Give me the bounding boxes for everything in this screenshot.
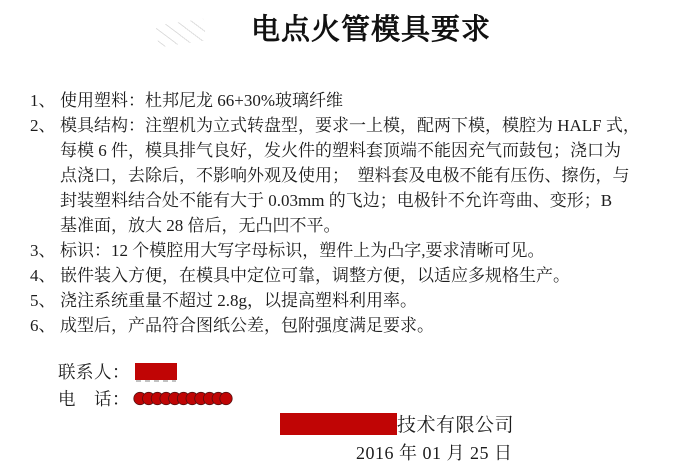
- requirement-text: 点浇口，去除后，不影响外观及使用； 塑料套及电极不能有压伤、擦伤，与: [60, 166, 630, 185]
- requirement-text: 模具结构：注塑机为立式转盘型，要求一上模，配两下模，模腔为 HALF 式，: [60, 116, 640, 135]
- document-date: 2016 年 01 月 25 日: [356, 443, 513, 463]
- item-number: 1、: [30, 91, 56, 110]
- requirement-item-3: [30, 238, 695, 263]
- requirement-item-1: [30, 88, 695, 113]
- requirement-text: 嵌件装入方便，在模具中定位可靠，调整方便，以适应多规格生产。: [60, 266, 570, 285]
- requirement-text: 使用塑料：杜邦尼龙 66+30%玻璃纤维: [60, 91, 343, 110]
- requirement-text: 标识：12 个模腔用大写字母标识，塑件上为凸字,要求清晰可见。: [60, 241, 545, 260]
- contact-name-row: [58, 358, 233, 385]
- requirement-item-5: [30, 288, 695, 313]
- item-number: 2、: [30, 116, 56, 135]
- item-number: 6、: [30, 316, 56, 335]
- requirement-text: 封装塑料结合处不能有大于 0.03mm 的飞边；电极针不允许弯曲、变形；B: [60, 191, 613, 210]
- requirement-text: 成型后，产品符合图纸公差，包附强度满足要求。: [60, 316, 434, 335]
- requirement-text: 每模 6 件，模具排气良好，发火件的塑料套顶端不能因充气而鼓包；浇口为: [60, 141, 621, 160]
- requirement-item-4: [30, 263, 695, 288]
- contact-block: [58, 358, 233, 412]
- requirements-list: [30, 88, 695, 338]
- page-title: 电点火管模具要求: [250, 14, 491, 46]
- contact-phone-row: [58, 385, 233, 412]
- contact-name-redaction: [135, 363, 177, 380]
- phone-redaction-scribble: [133, 391, 233, 406]
- contact-name-label: 联系人：: [58, 362, 130, 382]
- requirement-text: 基准面，放大 28 倍后，无凸凹不平。: [60, 216, 341, 235]
- item-number: 3、: [30, 241, 56, 260]
- company-signature-row: [280, 410, 514, 437]
- requirement-item-2: [30, 113, 695, 238]
- item-number: 4、: [30, 266, 56, 285]
- requirement-item-6: [30, 313, 695, 338]
- item-number: 5、: [30, 291, 56, 310]
- requirement-text: 浇注系统重量不超过 2.8g，以提高塑料利用率。: [60, 291, 417, 310]
- redacted-text-remnant: [136, 380, 176, 382]
- contact-phone-label: 电 话：: [58, 389, 130, 409]
- company-name-suffix: 技术有限公司: [397, 415, 515, 436]
- redaction-block: [135, 363, 177, 380]
- company-name-redaction: [280, 413, 397, 435]
